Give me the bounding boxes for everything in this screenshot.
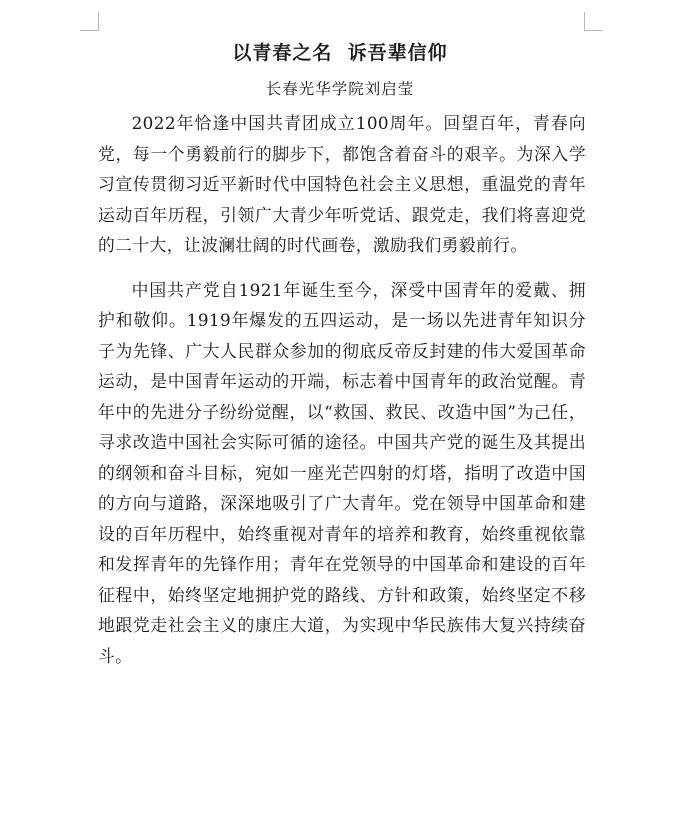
- document-author: 长春光华学院刘启莹: [265, 80, 415, 98]
- page-corner-mark-top-left: [80, 12, 99, 31]
- document-title: 以青春之名 诉吾辈信仰: [232, 42, 448, 64]
- document-body: [98, 108, 586, 671]
- paragraph: 2022年恰逢中国共青团成立100周年。回望百年，青春向党，每一个勇毅前行的脚步下，都饱含着奋斗的艰辛。为深入学习宣传贯彻习近平新时代中国特色社会主义思想，重温党的青年运动百年历程，引领广大青少年听党话、跟党走，我们将喜迎党的二十大，让波澜壮阔的时代画卷，激励我们勇毅前行。: [98, 113, 586, 255]
- page-corner-mark-top-right: [584, 12, 603, 31]
- paragraph: 中国共产党自1921年诞生至今，深受中国青年的爱戴、拥护和敬仰。1919年爆发的五四运动，是一场以先进青年知识分子为先锋、广大人民群众参加的彻底反帝反封建的伟大爱国革命运动，是中国青年运动的开端，标志着中国青年的政治觉醒。青年中的先进分子纷纷觉醒，以“救国、救民、改造中国”为己任，寻求改造中国社会实际可循的途径。中国共产党的诞生及其提出的纲领和奋斗目标，宛如一座光芒四射的灯塔，指明了改造中国的方向与道路，深深地吸引了广大青年。党在领导中国革命和建设的百年历程中，始终重视对青年的培养和教育，始终重视依靠和发挥青年的先锋作用；青年在党领导的中国革命和建设的百年征程中，始终坚定地拥护党的路线、方针和政策，始终坚定不移地跟党走社会主义的康庄大道，为实现中华民族伟大复兴持续奋斗。: [98, 279, 586, 666]
